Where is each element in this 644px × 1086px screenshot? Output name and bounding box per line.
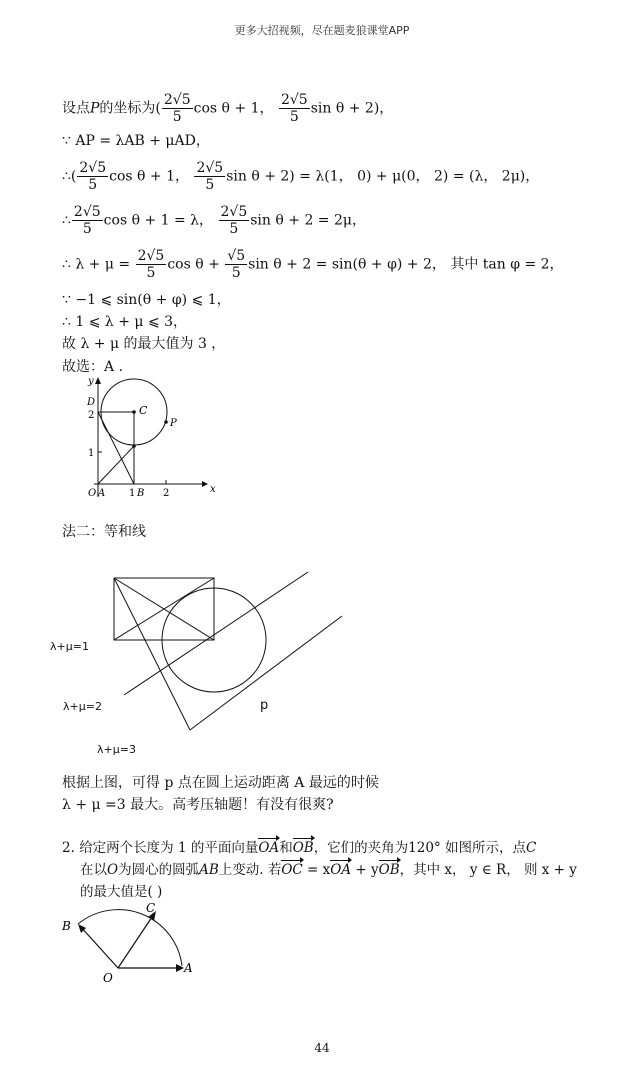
label-o: O: [103, 971, 113, 985]
conclusion-line-1: 根据上图，可得 p 点在圆上运动距离 A 最远的时候: [62, 775, 379, 791]
solution-line-1: 设点P的坐标为( $\frac{2√5}{5}$ cos θ + 1， $\frac{2√5}{5}$ sin θ + 2)，: [62, 92, 394, 126]
tick-label-x1: 1: [129, 488, 136, 499]
line-a-tangent: [98, 446, 134, 484]
label-sum-3: λ+μ=3: [97, 743, 136, 756]
tick-label-y1: 1: [88, 448, 95, 459]
problem-2-line-1: 2. 给定两个长度为 1 的平面向量OA和OB，它们的夹角为120° 如图所示，点C: [62, 840, 537, 856]
solution-line-5: ∴ λ + μ = $\frac{2√5}{5}$ cos θ + $\frac{√5}{5}$ sin θ + 2 = sin(θ + φ) + 2， 其中 tan φ = 2，: [62, 248, 564, 282]
point-c: [132, 410, 136, 414]
label-o: O: [88, 488, 97, 499]
method-two-heading: 法二：等和线: [62, 524, 146, 540]
solution-line-8: 故 λ + μ 的最大值为 3 ，: [62, 336, 226, 352]
tick-label-y2: 2: [88, 410, 95, 421]
conclusion-line-2: λ + μ =3 最大。高考压轴题！有没有很爽?: [62, 797, 334, 813]
label-d: D: [87, 397, 96, 408]
arc-vector-figure: [58, 900, 208, 990]
page-header: 更多大招视频，尽在题麦狼课堂APP: [234, 24, 410, 37]
point-tangent: [132, 444, 136, 448]
label-sum-1: λ+μ=1: [50, 640, 89, 653]
label-b: B: [62, 919, 71, 933]
x-axis-arrow: [202, 481, 208, 487]
solution-line-7: ∴ 1 ⩽ λ + μ ⩽ 3，: [62, 314, 188, 330]
solution-line-3: ∴( $\frac{2√5}{5}$ cos θ + 1， $\frac{2√5}{5}$ sin θ + 2) = λ(1， 0) + μ(0， 2) = (λ， 2μ)，: [62, 160, 540, 194]
label-sum-2: λ+μ=2: [63, 700, 102, 713]
point-p: [164, 420, 168, 424]
y-axis-arrow: [95, 377, 101, 384]
vector-ob: [80, 926, 118, 968]
label-y: y: [88, 376, 94, 387]
problem-2-line-2: 在以O为圆心的圆弧AB上变动. 若OC = xOA + yOB，其中 x， y ∈ R， 则 x + y: [80, 862, 577, 878]
line-to-p: [114, 578, 190, 730]
coordinate-figure: [82, 372, 222, 502]
solution-line-4: ∴ $\frac{2√5}{5}$ cos θ + 1 = λ， $\frac{2√5}{5}$ sin θ + 2 = 2μ，: [62, 204, 366, 238]
solution-line-2: ∵ AP = λAB + μAD，: [62, 133, 210, 149]
solution-line-6: ∵ −1 ⩽ sin(θ + φ) ⩽ 1，: [62, 292, 231, 308]
tick-label-x2: 2: [163, 488, 170, 499]
line-d-b: [98, 412, 134, 484]
label-a: A: [98, 488, 106, 499]
equal-sum-lines-figure: [110, 570, 350, 740]
page-number: 44: [314, 1041, 330, 1055]
label-p: P: [170, 418, 177, 429]
label-c: C: [139, 404, 148, 417]
vector-oa-arrow: [176, 964, 184, 972]
vector-oc: [118, 914, 154, 968]
line-sum-2: [124, 572, 308, 695]
label-b: B: [137, 488, 145, 499]
label-c: C: [146, 901, 156, 915]
solution-line-9: 故选：A .: [62, 359, 124, 375]
label-x: x: [210, 484, 216, 495]
label-p: p: [260, 698, 269, 713]
problem-2-line-3: 的最大值是( ): [80, 884, 163, 900]
arc-ab: [78, 910, 182, 966]
label-a: A: [184, 961, 193, 975]
